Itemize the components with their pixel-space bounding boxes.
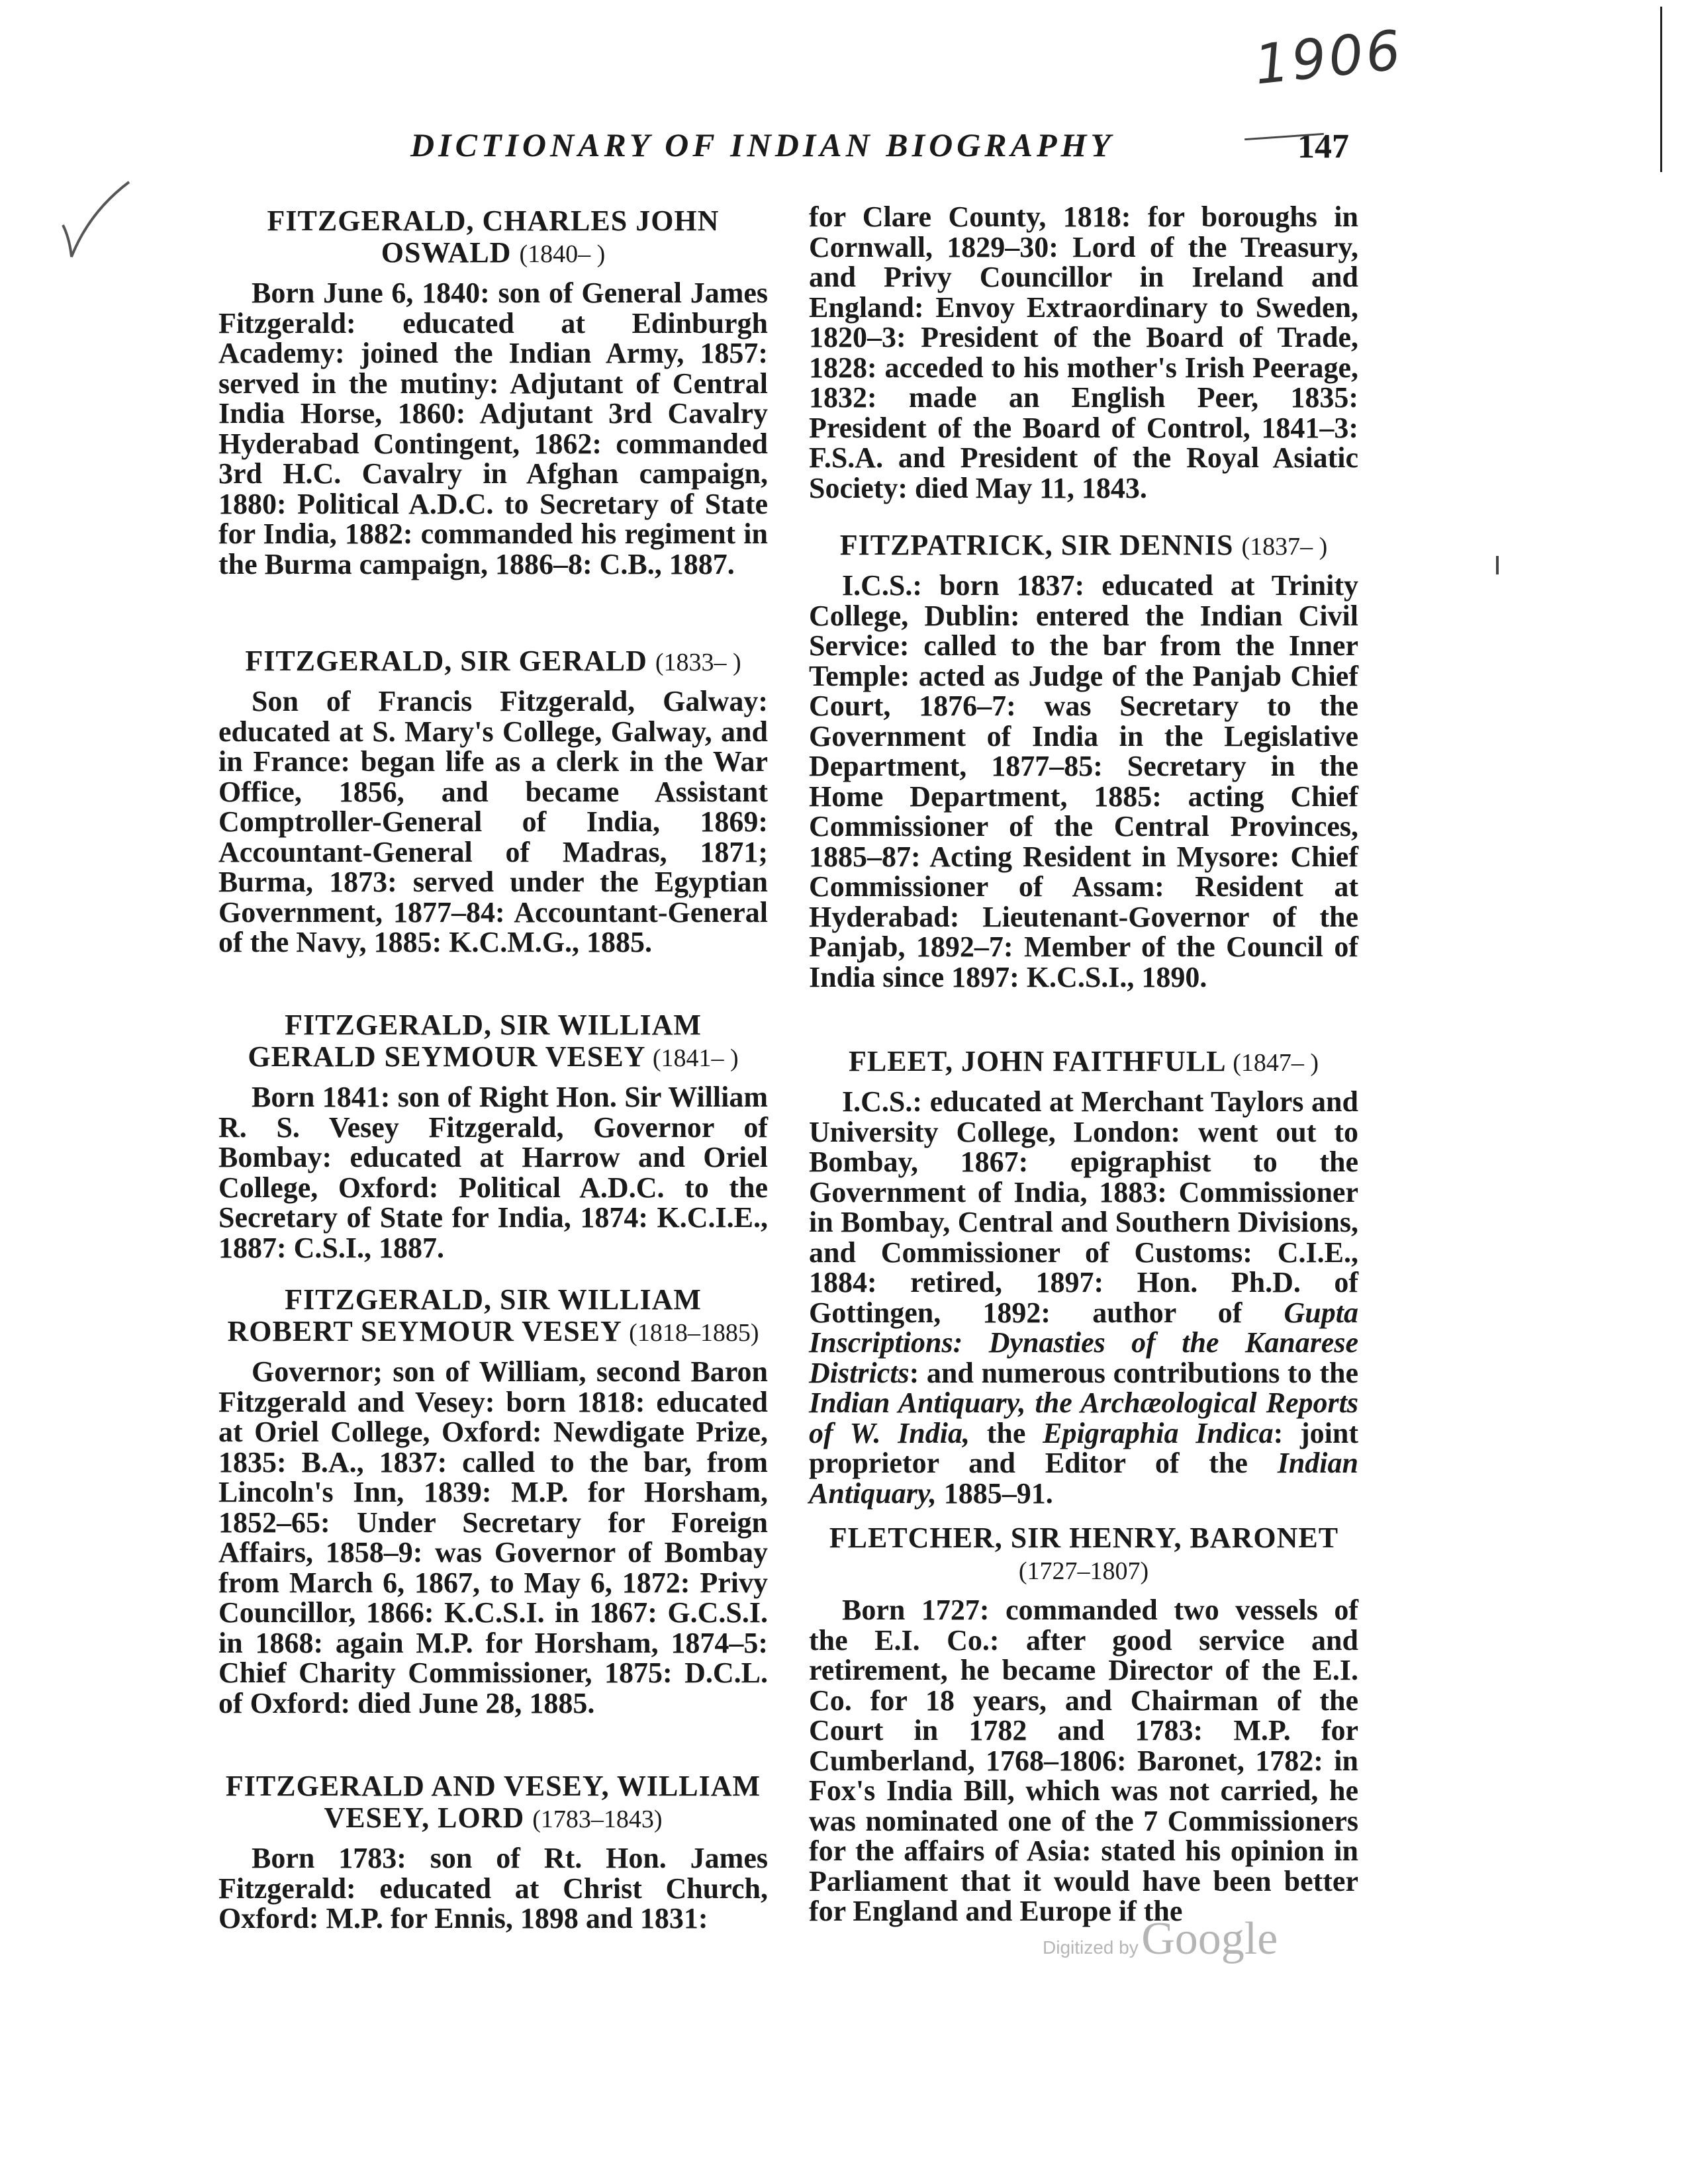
entry-dates: (1840– )	[519, 240, 606, 268]
entry-body	[218, 1082, 768, 1263]
entry-dates: (1847– )	[1233, 1049, 1319, 1077]
entry-body	[218, 1843, 768, 1934]
entry-heading	[218, 1009, 768, 1074]
body-text: Born 1783: son of Rt. Hon. James Fitzgerald: educated at Christ Church, Oxford: M.P. for Ennis, 1898 and 1831:	[218, 1842, 768, 1934]
entry-heading	[809, 1522, 1358, 1587]
entry	[218, 205, 768, 579]
entry-dates: (1727–1807)	[1018, 1557, 1149, 1585]
body-text: I.C.S.: born 1837: educated at Trinity College, Dublin: entered the Indian Civil Service: called to the bar from the Inner Temple: acted as Judge of the Panjab Chief Court, 1876–7: was Secretary to the Government of India in the Legislative Department, 1877–85: Secretary in the Home Department, 1885: acting Chief Commissioner of the Central Provinces, 1885–87: Acting Resident in Mysore: Chief Commissioner of Assam: Resident at Hyderabad: Lieutenant-Governor of the Panjab, 1892–7: Member of the Council of India since 1897: K.C.S.I., 1890.	[809, 569, 1358, 993]
entry	[218, 645, 768, 958]
italic-title: Gupta Inscriptions: Dynasties of the Kanarese Districts	[809, 1296, 1358, 1389]
entry-body	[218, 1357, 768, 1718]
entry-body	[218, 686, 768, 958]
body-text: Born June 6, 1840: son of General James Fitzgerald: educated at Edinburgh Academy: joined the Indian Army, 1857: served in the mutiny: Adjutant of Central India Horse, 1860: Adjutant 3rd Cavalry Hyderabad Contingent, 1862: commanded 3rd H.C. Cavalry in Afghan campaign, 1880: Political A.D.C. to Secretary of State for India, 1882: commanded his regiment in the Burma campaign, 1886–8: C.B., 1887.	[218, 277, 768, 580]
entry-heading	[809, 1046, 1358, 1079]
body-text: : and numerous contributions to the	[909, 1356, 1358, 1389]
page-number: 147	[1297, 128, 1349, 165]
entry-name: FLEET, JOHN FAITHFULL	[848, 1045, 1225, 1077]
entry-body	[809, 570, 1358, 992]
entry-name: FITZGERALD, SIR GERALD	[245, 645, 647, 677]
entry-heading	[809, 529, 1358, 563]
entry	[809, 1046, 1358, 1508]
entry-body	[218, 278, 768, 579]
body-text: Born 1841: son of Right Hon. Sir William R. S. Vesey Fitzgerald, Governor of Bombay: educated at Harrow and Oriel College, Oxford: Political A.D.C. to the Secretary of State for India, 1874: K.C.I.E., 1887: C.S.I., 1887.	[218, 1081, 768, 1264]
italic-title: Epigraphia Indica	[1043, 1416, 1274, 1449]
entry	[809, 529, 1358, 992]
entry-heading	[218, 1770, 768, 1835]
running-title: DICTIONARY OF INDIAN BIOGRAPHY	[410, 126, 1115, 163]
entry	[809, 1522, 1358, 1927]
entry-dates: (1837– )	[1241, 533, 1328, 561]
entry-name: FITZGERALD, CHARLES JOHN OSWALD	[267, 205, 720, 269]
entry-body	[809, 1595, 1358, 1927]
entry-name: FITZGERALD, SIR WILLIAM ROBERT SEYMOUR VESEY	[227, 1283, 702, 1347]
entry-dates: (1818–1885)	[629, 1319, 759, 1347]
entry-dates: (1841– )	[652, 1044, 739, 1072]
entry-heading	[218, 205, 768, 270]
entry-heading	[218, 645, 768, 678]
italic-title: Indian Antiquary, the Archæological Reports of W. India,	[809, 1387, 1358, 1449]
body-text: Son of Francis Fitzgerald, Galway: educated at S. Mary's College, Galway, and in France: began life as a clerk in the War Office, 1856, and became Assistant Comptroller-General of India, 1869: Accountant-General of Madras, 1871; Burma, 1873: served under the Egyptian Government, 1877–84: Accountant-General of the Navy, 1885: K.C.M.G., 1885.	[218, 685, 768, 958]
entry	[218, 1770, 768, 1934]
entry-name: FITZGERALD AND VESEY, WILLIAM VESEY, LORD	[225, 1770, 761, 1834]
body-text: Born 1727: commanded two vessels of the E.I. Co.: after good service and retirement, he became Director of the E.I. Co. for 18 years, and Chairman of the Court in 1782 and 1783: M.P. for Cumberland, 1768–1806: Baronet, 1782: in Fox's India Bill, which was not carried, he was nominated one of the 7 Commissioners for the affairs of Asia: stated his opinion in Parliament that it would have been better for England and Europe if the	[809, 1594, 1358, 1927]
italic-title: Indian Antiquary,	[809, 1447, 1358, 1510]
entry-dates: (1783–1843)	[532, 1805, 663, 1833]
entry-name: FITZPATRICK, SIR DENNIS	[839, 529, 1234, 561]
entry-name: FLETCHER, SIR HENRY, BARONET	[829, 1522, 1338, 1554]
scan-edge-line	[1660, 7, 1662, 172]
entry	[218, 1009, 768, 1263]
body-text: Governor; son of William, second Baron Fitzgerald and Vesey: born 1818: educated at Oriel College, Oxford: Newdigate Prize, 1835: B.A., 1837: called to the bar, from Lincoln's Inn, 1839: M.P. for Horsham, 1852–65: Under Secretary for Foreign Affairs, 1858–9: was Governor of Bombay from March 6, 1867, to May 6, 1872: Privy Councillor, 1866: K.C.S.I. in 1867: G.C.S.I. in 1868: again M.P. for Horsham, 1874–5: Chief Charity Commissioner, 1875: D.C.L. of Oxford: died June 28, 1885.	[218, 1355, 768, 1719]
continued-text: for Clare County, 1818: for boroughs in Cornwall, 1829–30: Lord of the Treasury, and Privy Councillor in Ireland and England: Envoy Extraordinary to Sweden, 1820–3: President of the Board of Trade, 1828: acceded to his mother's Irish Peerage, 1832: made an English Peer, 1835: President of the Board of Control, 1841–3: F.S.A. and President of the Royal Asiatic Society: died May 11, 1843.	[809, 201, 1358, 504]
entry-body	[809, 1087, 1358, 1508]
body-text: I.C.S.: educated at Merchant Taylors and University College, London: went out to Bombay, 1867: epigraphist to the Government of India, 1883: Commissioner in Bombay, Central and Southern Divisions, and Commissioner of Customs: C.I.E., 1884: retired, 1897: Hon. Ph.D. of Gottingen, 1892: author of	[809, 1085, 1358, 1329]
body-text: : joint proprietor and Editor of the	[809, 1416, 1358, 1479]
checkmark-icon	[60, 179, 132, 258]
entry-dates: (1833– )	[655, 649, 741, 676]
body-text: the	[970, 1416, 1043, 1449]
entry	[218, 1284, 768, 1718]
google-watermark: Digitized by Google	[1043, 1913, 1278, 1964]
entry-heading	[218, 1284, 768, 1349]
body-text: 1885–91.	[936, 1477, 1053, 1510]
entry-name: FITZGERALD, SIR WILLIAM GERALD SEYMOUR VESEY	[248, 1009, 702, 1073]
handwritten-year: 1906	[1251, 19, 1407, 97]
scan-mark	[1496, 556, 1499, 574]
